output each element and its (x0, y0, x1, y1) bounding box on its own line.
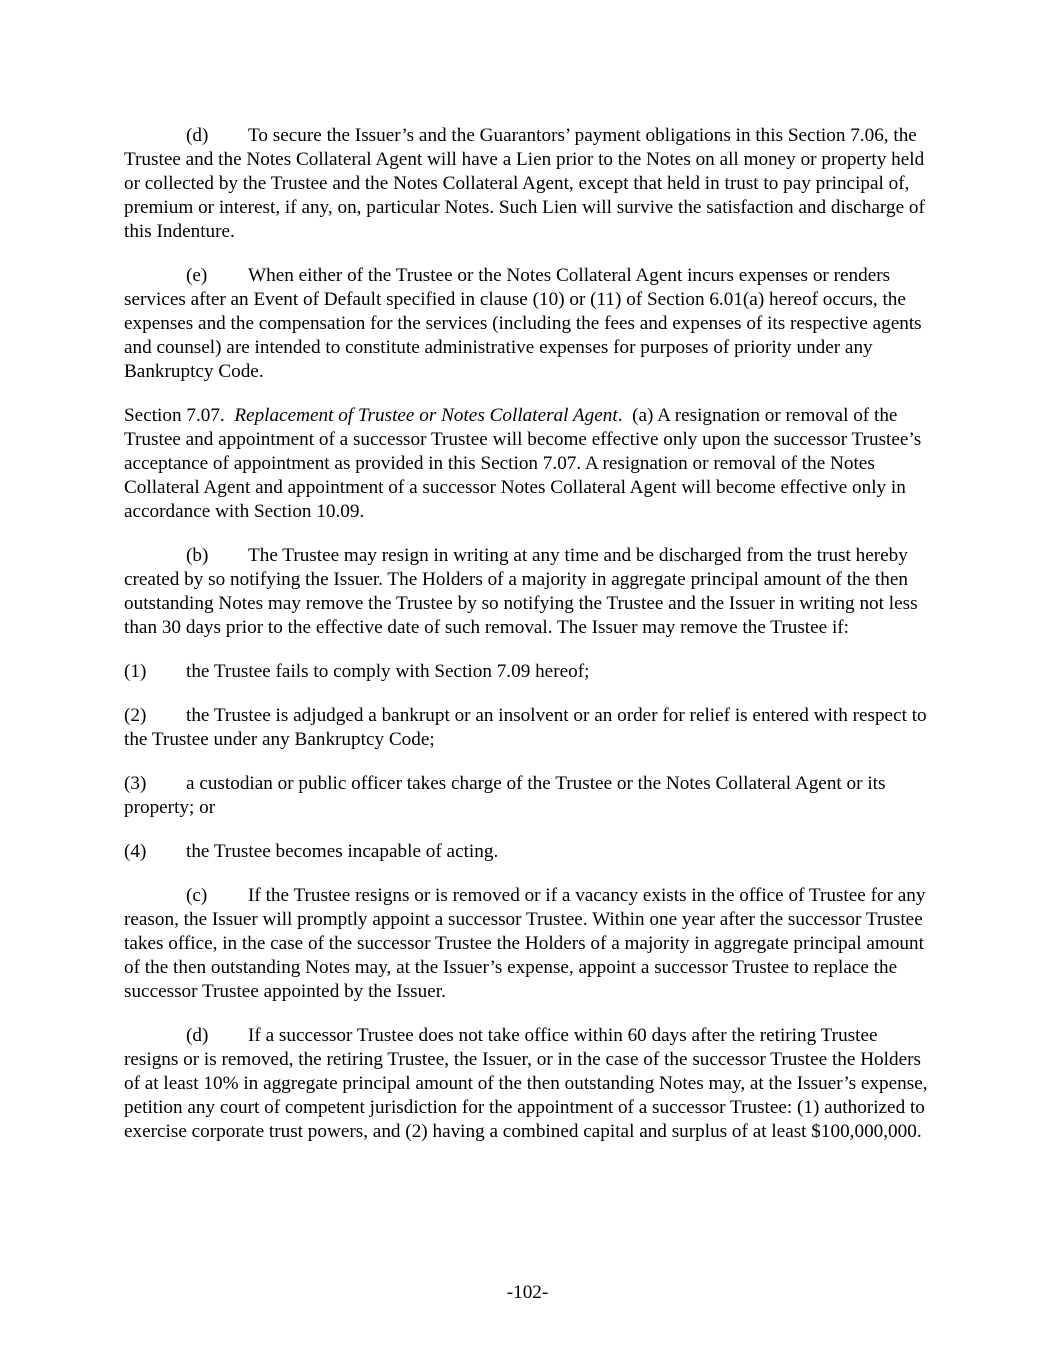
paragraph-d-lien (124, 124, 934, 244)
paragraph-b-resign (124, 544, 934, 640)
list-item-number: (1) (124, 661, 147, 682)
document-page (124, 124, 934, 1164)
paragraph-marker: (c) (186, 885, 208, 906)
paragraph-text: When either of the Trustee or the Notes Collateral Agent incurs expenses or renders services after an Event of Default specified in clause (10) or (11) of Section 6.01(a) hereof occurs, the expenses and the compensation for the services (including the fees and expenses of its respective agents and counsel) are intended to constitute administrative expenses for purposes of priority under any Bankruptcy Code. (124, 265, 922, 382)
paragraph-text: (a) A resignation or removal of the Trustee and appointment of a successor Trustee will become effective only upon the successor Trustee’s acceptance of appointment as provided in this Section 7.07. A resignation or removal of the Notes Collateral Agent and appointment of a successor Notes Collateral Agent will become effective only in accordance with Section 10.09. (124, 405, 922, 522)
page-number: -102- (506, 1282, 549, 1303)
section-title-end: . (617, 405, 623, 426)
list-item (124, 840, 934, 864)
paragraph-text: If the Trustee resigns or is removed or if a vacancy exists in the office of Trustee for any reason, the Issuer will promptly appoint a successor Trustee. Within one year after the successor Trustee takes office, in the case of the successor Trustee the Holders of a majority in aggregate principal amount of the then outstanding Notes may, at the Issuer’s expense, appoint a successor Trustee to replace the successor Trustee appointed by the Issuer. (124, 885, 926, 1002)
list-item (124, 704, 934, 752)
section-number: Section 7.07. (124, 405, 225, 426)
paragraph-c-vacancy (124, 884, 934, 1004)
paragraph-e-expenses (124, 264, 934, 384)
paragraph-marker: (e) (186, 265, 208, 286)
section-7-07-paragraph (124, 404, 934, 524)
list-item-text: a custodian or public officer takes charge of the Trustee or the Notes Collateral Agent or its property; or (124, 773, 886, 818)
list-item-text: the Trustee becomes incapable of acting. (186, 841, 499, 862)
paragraph-text: The Trustee may resign in writing at any time and be discharged from the trust hereby created by so notifying the Issuer. The Holders of a majority in aggregate principal amount of the then outstanding Notes may remove the Trustee by so notifying the Trustee and the Issuer in writing not less than 30 days prior to the effective date of such removal. The Issuer may remove the Trustee if: (124, 545, 918, 638)
list-item (124, 772, 934, 820)
paragraph-d-petition (124, 1024, 934, 1144)
section-title: Replacement of Trustee or Notes Collateral Agent (234, 405, 618, 426)
list-item-text: the Trustee fails to comply with Section 7.09 hereof; (186, 661, 590, 682)
list-item-number: (3) (124, 773, 147, 794)
list-item-text: the Trustee is adjudged a bankrupt or an insolvent or an order for relief is entered with respect to the Trustee under any Bankruptcy Code; (124, 705, 927, 750)
list-item (124, 660, 934, 684)
list-item-number: (4) (124, 841, 147, 862)
paragraph-marker: (d) (186, 1025, 209, 1046)
paragraph-text: To secure the Issuer’s and the Guarantors’ payment obligations in this Section 7.06, the Trustee and the Notes Collateral Agent will have a Lien prior to the Notes on all money or property held or collected by the Trustee and the Notes Collateral Agent, except that held in trust to pay principal of, premium or interest, if any, on, particular Notes. Such Lien will survive the satisfaction and discharge of this Indenture. (124, 125, 925, 242)
paragraph-text: If a successor Trustee does not take office within 60 days after the retiring Trustee resigns or is removed, the retiring Trustee, the Issuer, or in the case of the successor Trustee the Holders of at least 10% in aggregate principal amount of the then outstanding Notes may, at the Issuer’s expense, petition any court of competent jurisdiction for the appointment of a successor Trustee: (1) authorized to exercise corporate trust powers, and (2) having a combined capital and surplus of at least $100,000,000. (124, 1025, 928, 1142)
list-item-number: (2) (124, 705, 147, 726)
paragraph-marker: (d) (186, 125, 209, 146)
paragraph-marker: (b) (186, 545, 209, 566)
